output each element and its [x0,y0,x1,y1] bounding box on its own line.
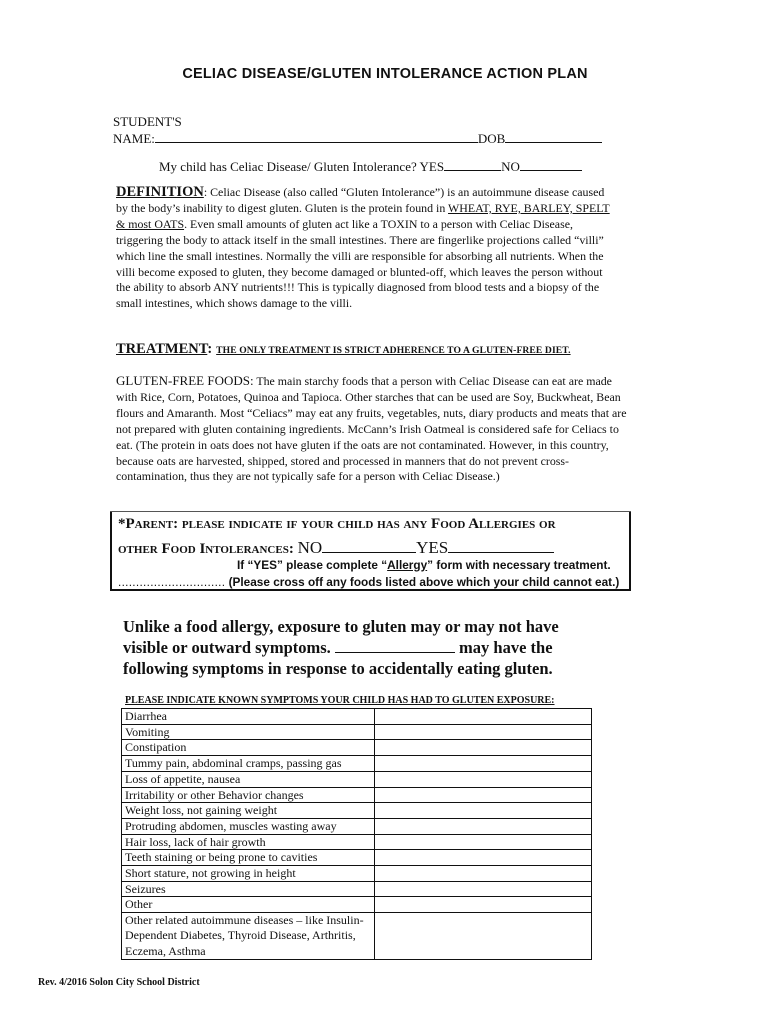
treatment-heading: TREATMENT [116,341,208,357]
symptom-row [122,897,592,913]
symptom-response-cell[interactable] [375,756,592,772]
symptom-row [122,724,592,740]
student-name-field[interactable] [155,130,478,143]
exposure-text-rest: may have the [454,638,553,657]
allergy-question: *Parent: please indicate if your child has any Food Allergies or [118,516,556,532]
symptom-label: Hair loss, lack of hair growth [122,834,375,850]
gluten-free-heading: GLUTEN-FREE FOODS: [116,373,254,388]
symptom-response-cell[interactable] [375,724,592,740]
dob-field[interactable] [505,130,602,143]
symptom-label: Seizures [122,881,375,897]
symptom-row [122,787,592,803]
symptom-response-cell[interactable] [375,771,592,787]
symptom-response-cell[interactable] [375,740,592,756]
name-label: NAME: [113,131,155,146]
celiac-question-row [159,158,582,175]
symptom-row [122,818,592,834]
footer-revision: Rev. 4/2016 Solon City School District [38,977,200,988]
symptom-label: Teeth staining or being prone to cavities [122,850,375,866]
symptom-response-cell[interactable] [375,803,592,819]
symptom-row [122,850,592,866]
allergy-answer-row [118,538,554,558]
symptom-response-cell[interactable] [375,834,592,850]
allergy-no-field[interactable] [322,538,416,553]
symptom-label: Protruding abdomen, muscles wasting away [122,818,375,834]
symptom-response-cell[interactable] [375,709,592,725]
question-text: My child has Celiac Disease/ Gluten Intolerance? [159,159,417,174]
exposure-statement [123,616,559,679]
question-yes-field[interactable] [444,158,501,171]
symptom-response-cell[interactable] [375,850,592,866]
instruction-text-rest: ” form with necessary treatment. [427,558,611,572]
treatment-text: THE ONLY TREATMENT IS STRICT ADHERENCE TO A GLUTEN-FREE DIET. [216,345,571,356]
cross-off-instruction [118,575,619,589]
page-title: CELIAC DISEASE/GLUTEN INTOLERANCE ACTION PLAN [182,66,588,82]
allergy-form-instruction [237,558,611,572]
definition-text-rest: . Even small amounts of gluten act like a TOXIN to a person with Celiac Disease, triggering the body to attack itself in the small intestines. There are fingerlike projections called “villi” which line the small intestines. Normally the villi are responsible for absorbing all nutrients. When the villi become exposed to gluten, they become damaged or blunted-off, which leaves the person without the ability to absorb ANY nutrients!!! This is typically diagnosed from blood tests and a biopsy of the small intestines, which shows damage to the villi. [116,216,604,311]
symptom-row [122,756,592,772]
food-intolerances-label: other Food Intolerances: [118,541,294,557]
symptom-response-cell[interactable] [375,913,592,960]
symptom-response-cell[interactable] [375,787,592,803]
exposure-line-2 [123,637,559,658]
instruction-text: If “YES” please complete “ [237,558,388,572]
treatment-colon: : [207,341,213,357]
treatment-row [116,340,571,358]
gluten-grains: WHEAT, RYE, BARLEY, SPELT & most OATS [116,200,610,231]
symptom-response-cell[interactable] [375,818,592,834]
symptom-label: Irritability or other Behavior changes [122,787,375,803]
symptom-label: Loss of appetite, nausea [122,771,375,787]
dob-label: DOB [477,131,506,146]
cross-off-blank[interactable]: .............................. [118,575,226,589]
student-name-row [113,130,602,147]
definition-heading: DEFINITION [116,184,204,200]
symptom-row [122,771,592,787]
gluten-free-paragraph [116,373,632,485]
exposure-child-field[interactable] [335,637,455,653]
exposure-line-1: Unlike a food allergy, exposure to gluten may or may not have [123,617,559,636]
allergy-yes-field[interactable] [448,538,554,553]
definition-paragraph [116,185,616,312]
student-label: STUDENT'S [113,114,182,129]
symptom-label: Short stature, not growing in height [122,866,375,882]
yes-label: YES [419,159,445,174]
symptoms-table [121,708,592,960]
symptom-row [122,866,592,882]
symptom-row [122,913,592,960]
cross-off-text: (Please cross off any foods listed above which your child cannot eat.) [225,575,620,589]
symptom-label: Other [122,897,375,913]
symptom-label: Diarrhea [122,709,375,725]
symptom-label: Constipation [122,740,375,756]
no-label: NO [501,159,520,174]
symptom-response-cell[interactable] [375,866,592,882]
exposure-line-3: following symptoms in response to accidentally eating gluten. [123,659,553,678]
gluten-free-text: The main starchy foods that a person with Celiac Disease can eat are made with Rice, Corn, Potatoes, Quinoa and Tapioca. Other starches that can be used are Soy, Buckwheat, Bean flours and Amaranth. Most “Celiacs” may eat any fruits, vegetables, nuts, diary products and meats that are not prepared with gluten containing ingredients. McCann’s Irish Oatmeal is considered safe for Celiacs to eat. (The protein in oats does not have gluten if the oats are not contaminated. However, in this country, because oats are harvested, shipped, stored and processed in manners that do not prevent cross-contamination, thus they are not typically safe for a person with Celiac Disease.) [116,374,627,484]
allergy-yes-label: YES [416,538,449,557]
symptom-label: Weight loss, not gaining weight [122,803,375,819]
symptom-row [122,740,592,756]
exposure-text: visible or outward symptoms. [123,638,331,657]
allergy-form-link[interactable]: Allergy [387,558,428,572]
symptom-row [122,803,592,819]
symptom-row [122,881,592,897]
definition-text: : Celiac Disease (also called “Gluten Intolerance”) is an autoimmune disease caused by the body’s inability to digest gluten. Gluten is the protein found in [116,185,605,215]
symptom-label: Other related autoimmune diseases – like Insulin-Dependent Diabetes, Thyroid Disease, Arthritis, Eczema, Asthma [122,913,375,960]
symptom-label: Vomiting [122,724,375,740]
symptom-row [122,834,592,850]
symptom-response-cell[interactable] [375,881,592,897]
question-no-field[interactable] [520,158,582,171]
symptom-label: Tummy pain, abdominal cramps, passing gas [122,756,375,772]
symptom-row [122,709,592,725]
allergy-no-label: NO [297,538,323,557]
symptom-response-cell[interactable] [375,897,592,913]
symptoms-heading: PLEASE INDICATE KNOWN SYMPTOMS YOUR CHILD HAS HAD TO GLUTEN EXPOSURE: [125,695,555,706]
